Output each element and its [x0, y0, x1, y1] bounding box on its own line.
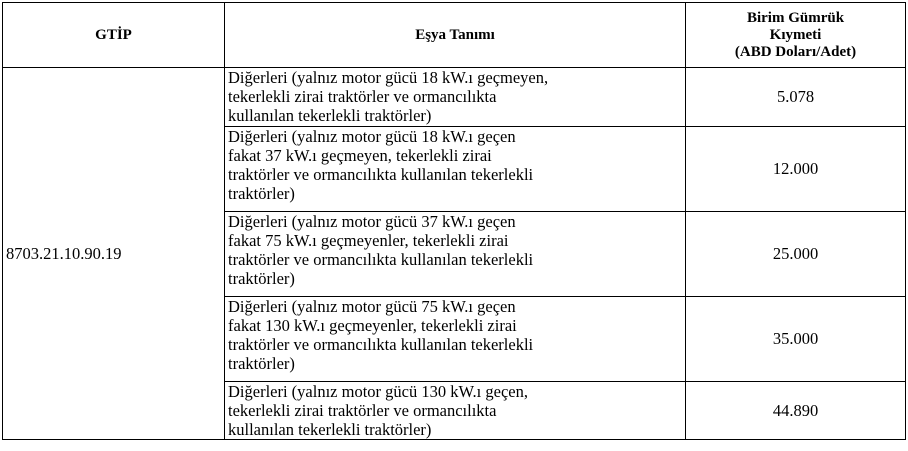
header-value-line1: Birim Gümrük [746, 9, 845, 26]
header-gtip: GTİP [3, 3, 225, 68]
header-value-line3: (ABD Doları/Adet) [734, 43, 857, 60]
header-description: Eşya Tanımı [225, 3, 686, 68]
description-cell: Diğerleri (yalnız motor gücü 130 kW.ı geçen, tekerlekli zirai traktörler ve ormancılıkta kullanılan tekerlekli traktörler) [225, 382, 686, 440]
value-cell: 35.000 [686, 297, 906, 382]
value-cell: 25.000 [686, 212, 906, 297]
value-cell: 12.000 [686, 127, 906, 212]
value-cell: 5.078 [686, 68, 906, 127]
description-cell: Diğerleri (yalnız motor gücü 37 kW.ı geçen fakat 75 kW.ı geçmeyenler, tekerlekli zirai traktörler ve ormancılıkta kullanılan tekerlekli traktörler) [225, 212, 686, 297]
description-cell: Diğerleri (yalnız motor gücü 18 kW.ı geçmeyen, tekerlekli zirai traktörler ve ormancılıkta kullanılan tekerlekli traktörler) [225, 68, 686, 127]
header-value-line2: Kıymeti [769, 26, 822, 43]
customs-value-table [2, 2, 906, 440]
description-cell: Diğerleri (yalnız motor gücü 75 kW.ı geçen fakat 130 kW.ı geçmeyenler, tekerlekli zirai traktörler ve ormancılıkta kullanılan tekerlekli traktörler) [225, 297, 686, 382]
value-cell: 44.890 [686, 382, 906, 440]
description-cell: Diğerleri (yalnız motor gücü 18 kW.ı geçen fakat 37 kW.ı geçmeyen, tekerlekli zirai traktörler ve ormancılıkta kullanılan tekerlekli traktörler) [225, 127, 686, 212]
header-unit-customs-value [686, 3, 906, 68]
gtip-code-cell: 8703.21.10.90.19 [3, 68, 225, 440]
header-row [3, 3, 906, 68]
table-row [3, 68, 906, 127]
